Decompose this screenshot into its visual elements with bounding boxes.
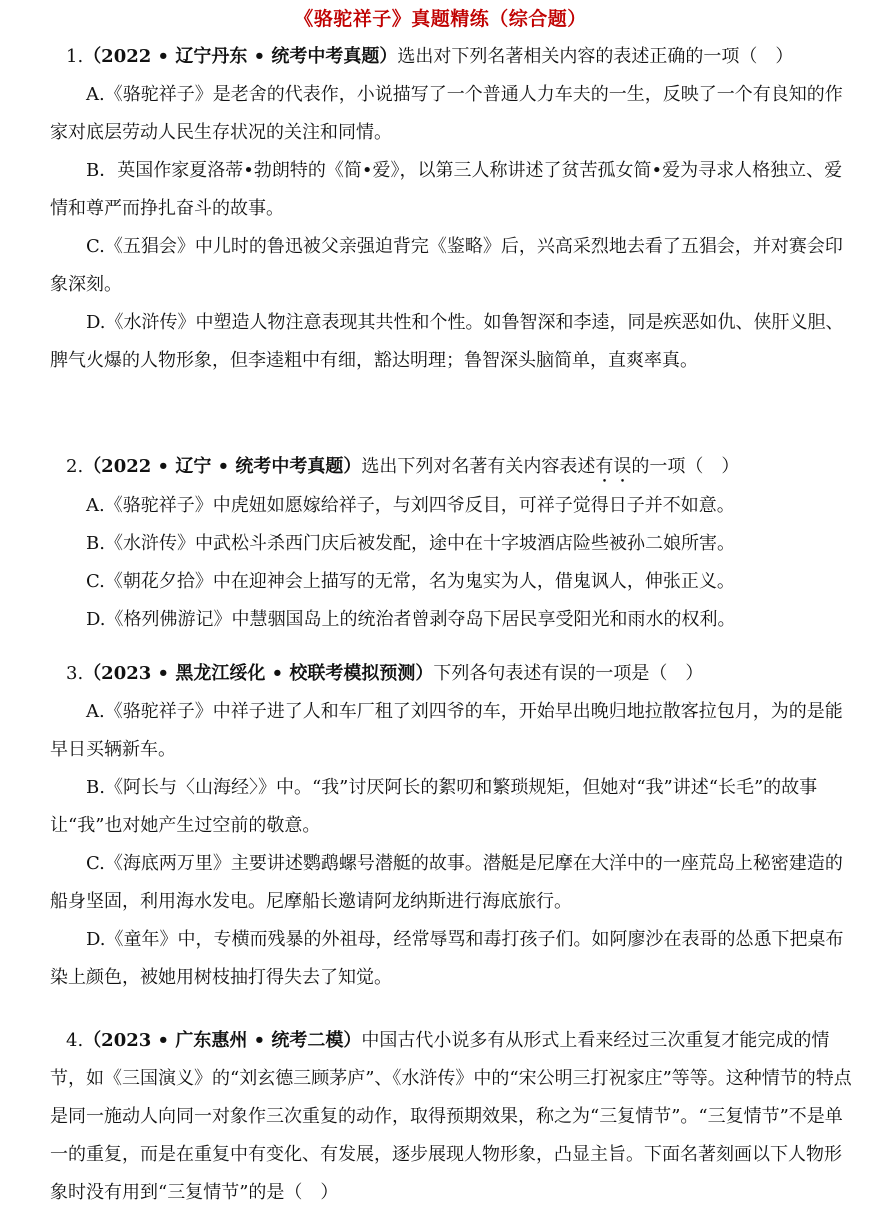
question-source: （2022 • 辽宁 • 统考中考真题） — [83, 456, 362, 477]
option-c: C.《海底两万里》主要讲述鹦鹉螺号潜艇的故事。潜艇是尼摩在大洋中的一座荒岛上秘密建造的船身坚固，利用海水发电。尼摩船长邀请阿龙纳斯进行海底旅行。 — [50, 853, 843, 912]
question-text-end: 的一项（ ） — [631, 456, 740, 477]
question-number: 3. — [66, 663, 84, 684]
question-text: 选出下列对名著有关内容表述 — [361, 456, 596, 477]
question-number: 2. — [66, 456, 84, 477]
question-stem — [50, 655, 855, 693]
question-text: 选出对下列名著相关内容的表述正确的一项（ ） — [397, 46, 794, 67]
option-c: C.《朝花夕拾》中在迎神会上描写的无常，名为鬼实为人，借鬼讽人，伸张正义。 — [86, 571, 735, 592]
option-d: D.《格列佛游记》中慧骃国岛上的统治者曾剥夺岛下居民享受阳光和雨水的权利。 — [86, 609, 736, 630]
option-a: A.《骆驼祥子》中虎妞如愿嫁给祥子，与刘四爷反目，可祥子觉得日子并不如意。 — [86, 495, 735, 516]
question-number: 1. — [66, 46, 84, 67]
option-b: B.《阿长与〈山海经〉》中。“我”讨厌阿长的絮叨和繁琐规矩，但她对“我”讲述“长毛”的故事让“我”也对她产生过空前的敬意。 — [50, 777, 818, 836]
question-number: 4. — [66, 1030, 84, 1051]
question-1 — [50, 38, 855, 380]
question-source: （2023 • 广东惠州 • 统考二模） — [83, 1030, 362, 1051]
question-4 — [50, 1022, 855, 1212]
question-2 — [50, 448, 855, 639]
question-text: 下列各句表述有误的一项是（ ） — [433, 663, 704, 684]
question-stem — [50, 448, 855, 487]
question-source: （2022 • 辽宁丹东 • 统考中考真题） — [83, 46, 398, 67]
option-c: C.《五猖会》中儿时的鲁迅被父亲强迫背完《鉴略》后，兴高采烈地去看了五猖会，并对赛会印象深刻。 — [50, 236, 843, 295]
emphasized-text: 有误 — [595, 456, 632, 477]
question-stem — [50, 38, 855, 76]
question-3 — [50, 655, 855, 997]
option-a: A.《骆驼祥子》中祥子进了人和车厂租了刘四爷的车，开始早出晚归地拉散客拉包月，为的是能早日买辆新车。 — [50, 701, 843, 760]
option-d: D.《水浒传》中塑造人物注意表现其共性和个性。如鲁智深和李逵，同是疾恶如仇、侠肝义胆、脾气火爆的人物形象，但李逵粗中有细，豁达明理；鲁智深头脑简单，直爽率真。 — [50, 312, 844, 371]
document-title: 《骆驼祥子》真题精练（综合题） — [294, 8, 587, 30]
question-source: （2023 • 黑龙江绥化 • 校联考模拟预测） — [83, 663, 434, 684]
question-text: 中国古代小说多有从形式上看来经过三次重复才能完成的情节，如《三国演义》的“刘玄德三顾茅庐”、《水浒传》中的“宋公明三打祝家庄”等等。这种情节的特点是同一施动人向同一对象作三次重复的动作，取得预期效果，称之为“三复情节”。“三复情节”不是单一的重复，而是在重复中有变化、有发展，逐步展现人物形象，凸显主旨。下面名著刻画以下人物形象时没有用到“三复情节”的是（ ） — [50, 1030, 852, 1203]
option-a: A.《骆驼祥子》是老舍的代表作，小说描写了一个普通人力车夫的一生，反映了一个有良知的作家对底层劳动人民生存状况的关注和同情。 — [50, 84, 843, 143]
question-stem — [50, 1022, 855, 1212]
option-b: B.《水浒传》中武松斗杀西门庆后被发配，途中在十字坡酒店险些被孙二娘所害。 — [86, 533, 735, 554]
option-b: B．英国作家夏洛蒂•勃朗特的《简•爱》，以第三人称讲述了贫苦孤女简•爱为寻求人格独立、爱情和尊严而挣扎奋斗的故事。 — [50, 160, 843, 219]
option-d: D.《童年》中，专横而残暴的外祖母，经常辱骂和毒打孩子们。如阿廖沙在表哥的怂恿下把桌布染上颜色，被她用树枝抽打得失去了知觉。 — [50, 929, 844, 988]
